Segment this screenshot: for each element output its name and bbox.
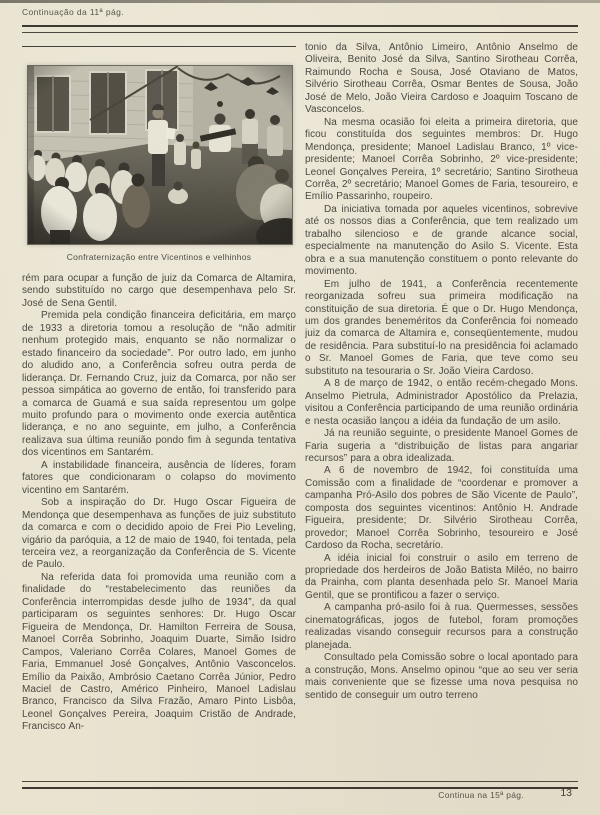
page-number: 13	[560, 787, 572, 799]
paragraph: A idéia inicial foi construir o asilo em terreno de propriedade dos herdeiros de João Batista Miléo, no bairro da Prainha, com planta desenhada pelo Sr. Manoel Maria Gentil, que se prontificou a fazer o serviço.	[305, 552, 578, 601]
paragraph: A 8 de março de 1942, o então recém-chegado Mons. Anselmo Pietrula, Administrador Apostólico da Prelazia, visitou a Conferência participando de uma reunião ordinária e nesta ocasião lançou a idéia da fundação de um asilo.	[305, 378, 578, 427]
right-column	[305, 42, 578, 750]
left-column	[22, 46, 296, 759]
paragraph: A instabilidade financeira, ausência de líderes, foram fatores que condicionaram o colapso do movimento vicentino em Santarém.	[22, 459, 296, 496]
paragraph: tonio da Silva, Antônio Limeiro, Antônio Anselmo de Oliveira, Benito José da Silva, Santino Sirotheau Corrêa, Raimundo Rocha e Sousa, José Otaviano de Matos, Silvério Sirotheau Corrêa, Osmar Bentes de Sousa, João José de Melo, João Vieira Cardoso e Joaquim Toscano de Vasconcelos.	[305, 42, 578, 116]
paragraph: rém para ocupar a função de juiz da Comarca de Altamira, sendo substituído no cargo que desempenhava pelo Sr. José de Sena Gentil.	[22, 273, 296, 309]
paragraph: Premida pela condição financeira deficitária, em março de 1933 a diretoria tomou a resolução de “não admitir nenhum protegido mais, enquanto se não normalizar o estado financeiro da sociedade”. Por outro lado, em junho do aludido ano, a Conferência sofreu outra perda de liderança. Dr. Fernando Cruz, juiz da Comarca, por não ser pessoa simpática ao governo de então, foi transferido para a comarca de Guamá e sua saída representou um golpe muito profundo para o movimento onde exercia autêntica liderança, e no ano seguinte, em julho, a Conferência realizava sua última reunião pondo fim à segunda tentativa dos vicentinos em Santarém.	[22, 310, 296, 459]
photo-confraternization	[27, 65, 293, 245]
bottom-double-rule	[22, 781, 578, 789]
paragraph: A 6 de novembro de 1942, foi constituída uma Comissão com a finalidade de “coordenar e promover a campanha Pró-Asilo dos pobres de São Vicente de Paulo”, composta dos seguintes vicentinos: Antônio H. Andrade Figueira, presidente; Dr. Silvério Sirotheau Corrêa, provedor; Manoel Corrêa Sobrinho, tesoureiro e José Cardoso da Rocha, secretário.	[305, 465, 578, 552]
photo-figure	[22, 65, 296, 262]
continuation-footer: Continua na 15ª pág.	[438, 790, 524, 800]
paragraph: Consultado pela Comissão sobre o local apontado para a construção, Mons. Anselmo opinou “que ao seu ver seria mais conveniente que se fizesse uma nova pesquisa no sentido de conseguir um outro terreno	[305, 652, 578, 701]
paragraph: Sob a inspiração do Dr. Hugo Oscar Figueira de Mendonça que desempenhava as funções de juiz substituto da comarca e com o decidido apoio de Frei Pio Leveling, vigário da paróquia, a 12 de maio de 1940, foi tentada, pela terceira vez, a reorganização da Conferência de S. Vicente de Paulo.	[22, 497, 296, 571]
paragraph: Na referida data foi promovida uma reunião com a finalidade do “restabelecimento das reuniões da Conferência interrompidas desde julho de 1934”, da qual participaram os seguintes senhores: Dr. Hugo Oscar Figueira de Mendonça, Dr. Hamilton Ferreira de Sousa, Manoel Corrêa Sobrinho, Joaquim Duarte, Simão Isidro Campos, Valeriano Corrêa Colares, Manoel Gomes de Faria, Emmanuel José Gonçalves, Antônio Vasconcelos. Emílio da Paixão, Ambrósio Caetano Corrêa Júnior, Pedro Maciel de Castro, Américo Pinheiro, Manoel Ladislau Branco, Francisco da Silva Frazão, Amaro Pinto Lisbôa, Leonel Gonçalves Pereira, Joaquim Cristão de Andrade, Francisco An-	[22, 571, 296, 733]
paragraph: Já na reunião seguinte, o presidente Manoel Gomes de Faria sugeria a “distribuição de listas para angariar recursos” para a obra idealizada.	[305, 428, 578, 464]
paragraph: Na mesma ocasião foi eleita a primeira diretoria, que ficou constituída dos seguintes membros: Dr. Hugo Mendonça, presidente; Manoel Ladislau Branco, 1º vice-presidente; Manoel Corrêa Sobrinho, 2º vice-presidente; Leonel Gonçalves Pereira, 1º secretário; Santino Sirotheua Corrêa, 2º secretário; Manoel Gomes de Faria, tesoureiro, e Emílio Passarinho, roupeiro.	[305, 116, 578, 203]
continuation-header: Continuação da 11ª pág.	[22, 7, 124, 17]
paragraph: Da iniciativa tomada por aqueles vicentinos, sobrevive até os nossos dias a Conferência, que tem realizado um trabalho silencioso e de grande alcance social, especialmente na manutenção do Asilo S. Vicente. Esta obra e a sua manutenção constituem o ponto relevante do movimento.	[305, 203, 578, 278]
left-column-text	[22, 273, 296, 759]
paragraph: A campanha pró-asilo foi à rua. Quermesses, sessões cinematográficas, jogos de futebol, foram promoções realizadas visando conseguir recursos para a construção planejada.	[305, 602, 578, 651]
scan-edge	[0, 0, 600, 3]
photo-vignette	[28, 66, 292, 244]
photo-caption: Confraternização entre Vicentinos e velhinhos	[66, 252, 252, 262]
top-double-rule	[22, 25, 578, 33]
photo-top-rule	[22, 46, 296, 47]
paragraph: Em julho de 1941, a Conferência recentemente reorganizada sofreu sua primeira modificação na constituição de sua diretoria. É que o Dr. Hugo Mendonça, um dos grandes beneméritos da Conferência foi nomeado juiz da comarca de Altamira e, conseqüentemente, mudou de residência. Para substituí-lo na presidência foi aclamado o Sr. Manoel Gomes de Faria, que teve como seu substituto na tesouraria o Sr. João Vieira Cardoso.	[305, 278, 578, 377]
